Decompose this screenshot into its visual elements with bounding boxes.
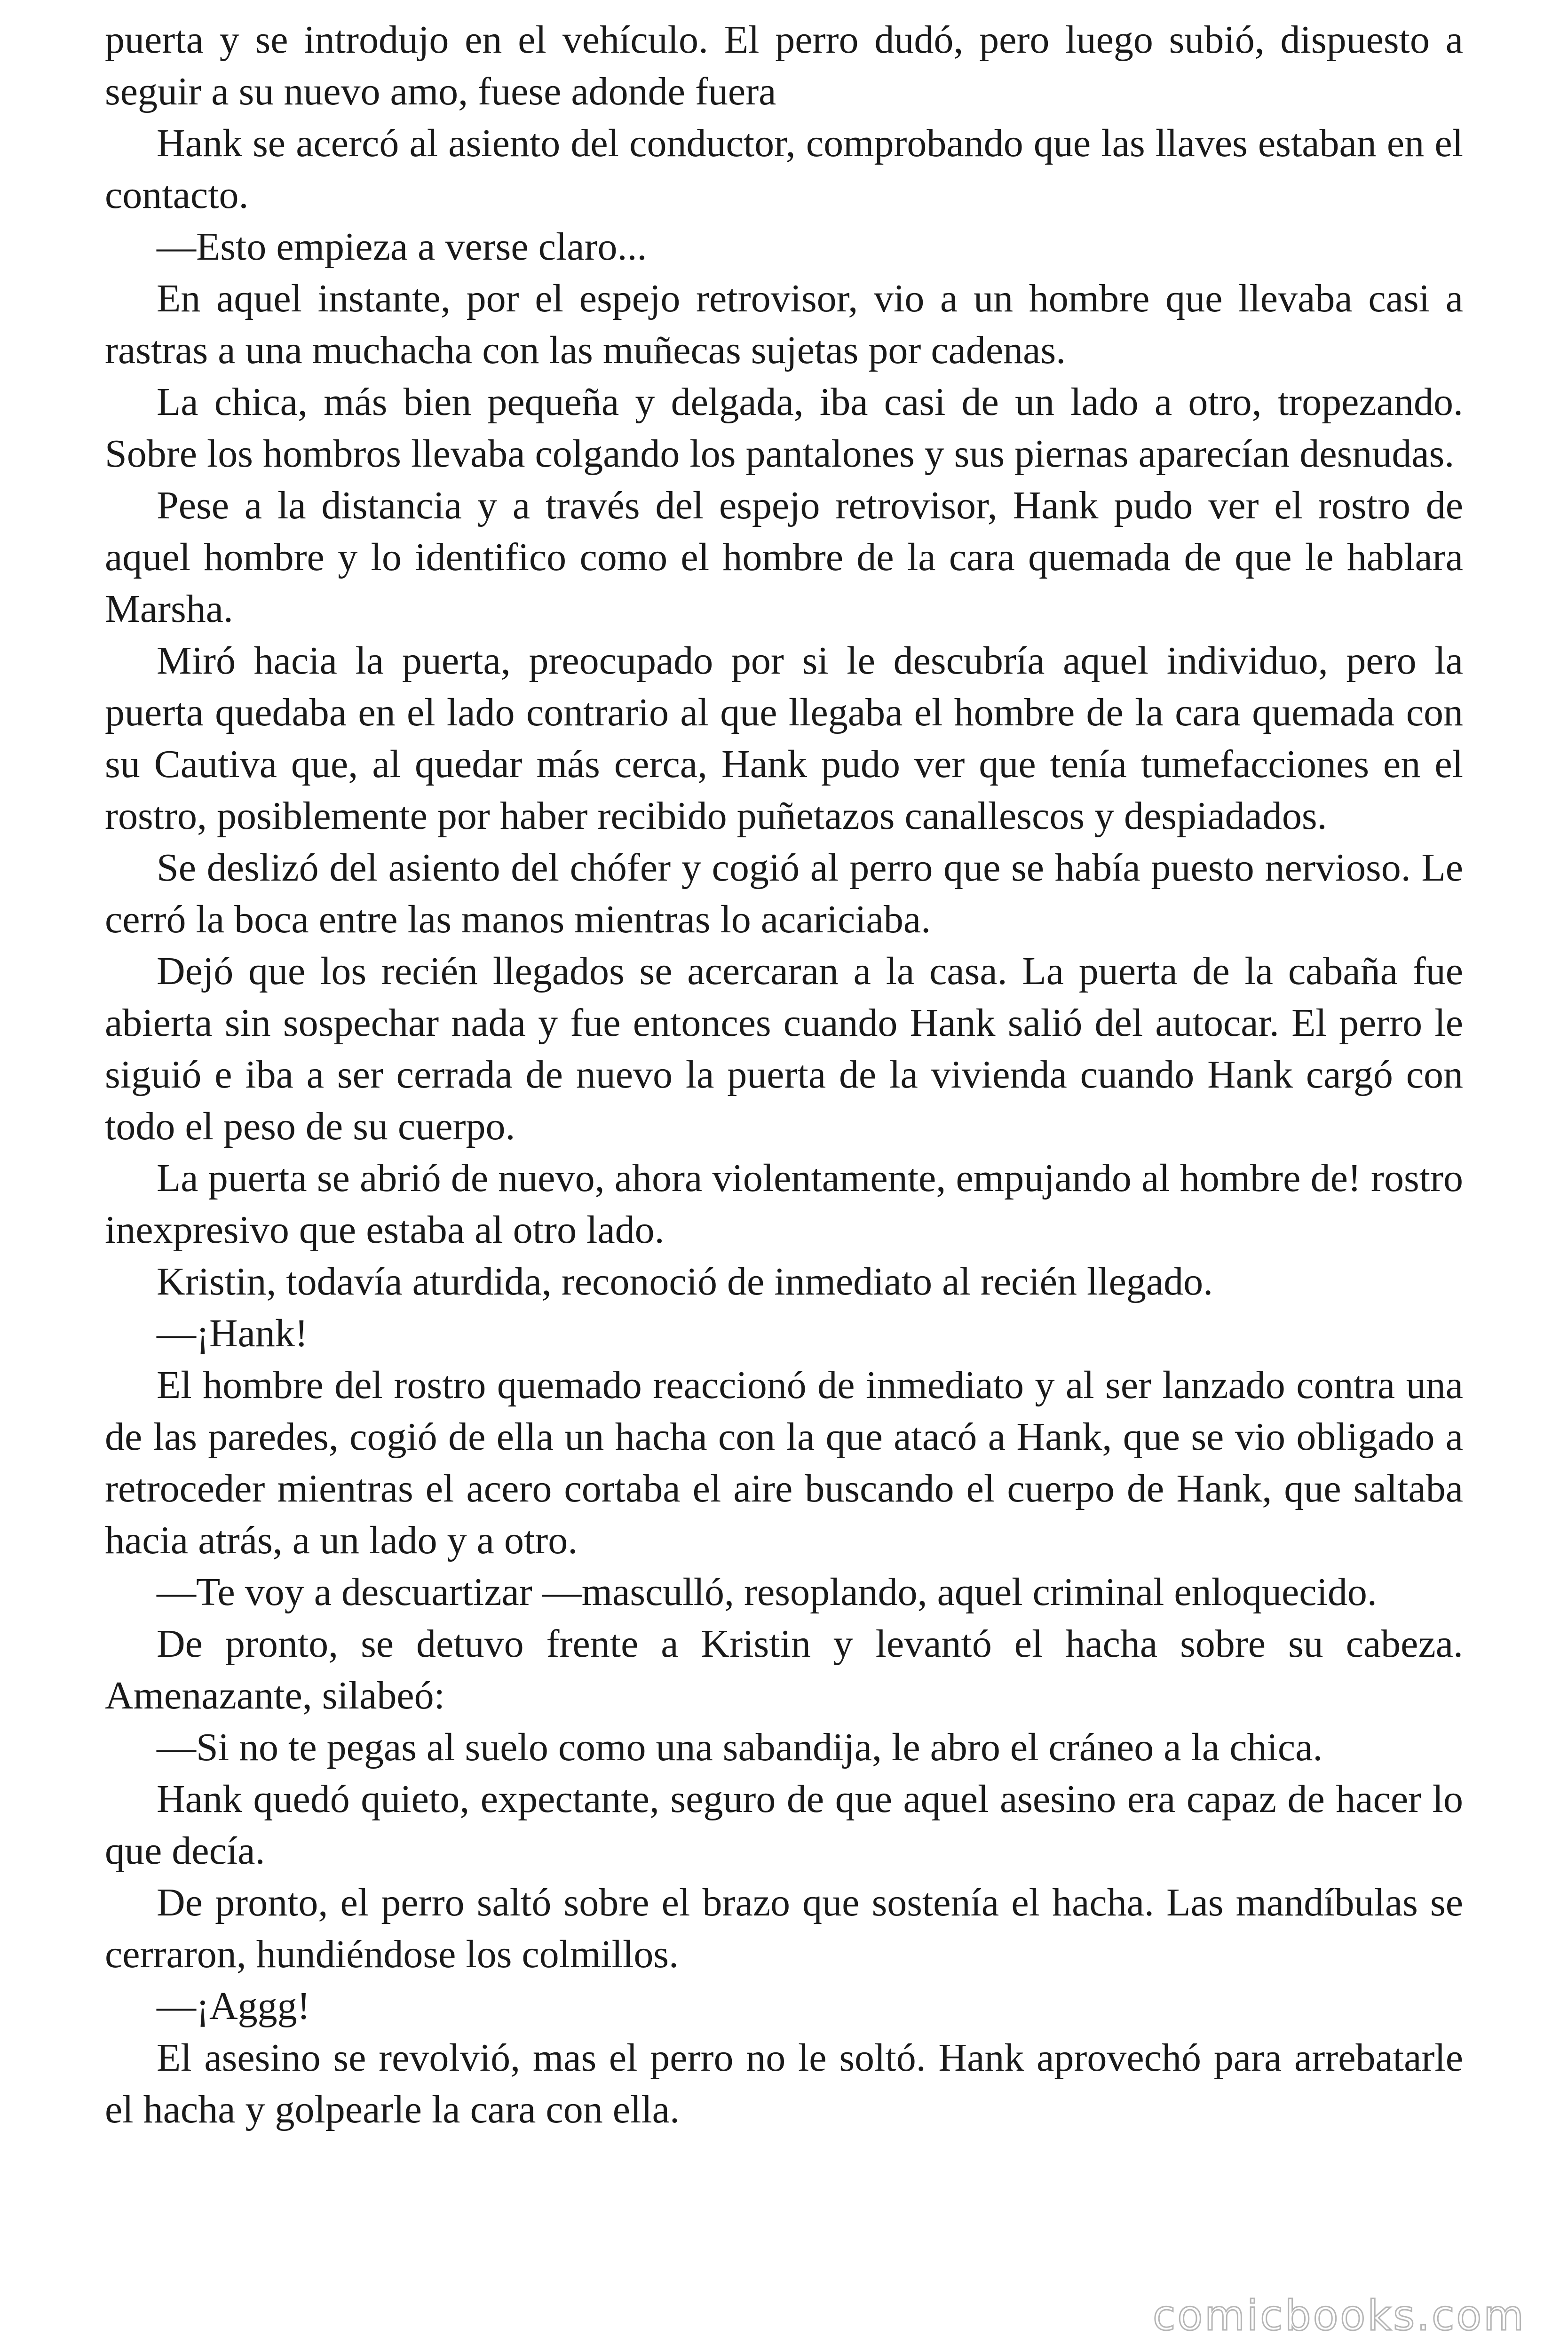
paragraph-1: puerta y se introdujo en el vehículo. El perro dudó, pero luego subió, dispuesto a seguir a su nuevo amo, fuese adonde fuera (105, 18, 1463, 113)
paragraph-10: La puerta se abrió de nuevo, ahora violentamente, empujando al hombre de! rostro inexpresivo que estaba al otro lado. (105, 1156, 1463, 1252)
paragraph-5: La chica, más bien pequeña y delgada, iba casi de un lado a otro, tropezando. Sobre los hombros llevaba colgando los pantalones y sus piernas aparecían desnudas. (105, 380, 1463, 476)
watermark: comicbooks.com (1152, 2291, 1526, 2340)
paragraph-17: Hank quedó quieto, expectante, seguro de que aquel asesino era capaz de hacer lo que decía. (105, 1777, 1463, 1873)
paragraph-18: De pronto, el perro saltó sobre el brazo que sostenía el hacha. Las mandíbulas se cerraron, hundiéndose los colmillos. (105, 1881, 1463, 1976)
paragraph-3: —Esto empieza a verse claro... (157, 225, 647, 269)
paragraph-12: —¡Hank! (157, 1311, 308, 1355)
paragraph-4: En aquel instante, por el espejo retrovisor, vio a un hombre que llevaba casi a rastras a una muchacha con las muñecas sujetas por cadenas. (105, 277, 1463, 372)
paragraph-20: El asesino se revolvió, mas el perro no le soltó. Hank aprovechó para arrebatarle el hacha y golpearle la cara con ella. (105, 2036, 1463, 2131)
paragraph-8: Se deslizó del asiento del chófer y cogió al perro que se había puesto nervioso. Le cerró la boca entre las manos mientras lo acariciaba. (105, 846, 1463, 941)
paragraph-19: —¡Aggg! (157, 1984, 310, 2028)
page-body (105, 14, 1463, 2136)
paragraph-9: Dejó que los recién llegados se acercaran a la casa. La puerta de la cabaña fue abierta sin sospechar nada y fue entonces cuando Hank salió del autocar. El perro le siguió e iba a ser cerrada de nuevo la puerta de la vivienda cuando Hank cargó con todo el peso de su cuerpo. (105, 949, 1463, 1148)
paragraph-16: —Si no te pegas al suelo como una sabandija, le abro el cráneo a la chica. (157, 1725, 1323, 1769)
paragraph-6: Pese a la distancia y a través del espejo retrovisor, Hank pudo ver el rostro de aquel hombre y lo identifico como el hombre de la cara quemada de que le hablara Marsha. (105, 484, 1463, 631)
paragraph-13: El hombre del rostro quemado reaccionó de inmediato y al ser lanzado contra una de las paredes, cogió de ella un hacha con la que atacó a Hank, que se vio obligado a retroceder mientras el acero cortaba el aire buscando el cuerpo de Hank, que saltaba hacia atrás, a un lado y a otro. (105, 1363, 1463, 1562)
paragraph-2: Hank se acercó al asiento del conductor, comprobando que las llaves estaban en el contacto. (105, 121, 1463, 217)
paragraph-15: De pronto, se detuvo frente a Kristin y levantó el hacha sobre su cabeza. Amenazante, silabeó: (105, 1622, 1463, 1717)
paragraph-14: —Te voy a descuartizar —masculló, resoplando, aquel criminal enloquecido. (157, 1570, 1377, 1614)
paragraph-7: Miró hacia la puerta, preocupado por si le descubría aquel individuo, pero la puerta quedaba en el lado contrario al que llegaba el hombre de la cara quemada con su Cautiva que, al quedar más cerca, Hank pudo ver que tenía tumefacciones en el rostro, posiblemente por haber recibido puñetazos canallescos y despiadados. (105, 639, 1463, 838)
paragraph-11: Kristin, todavía aturdida, reconoció de inmediato al recién llegado. (157, 1260, 1213, 1303)
